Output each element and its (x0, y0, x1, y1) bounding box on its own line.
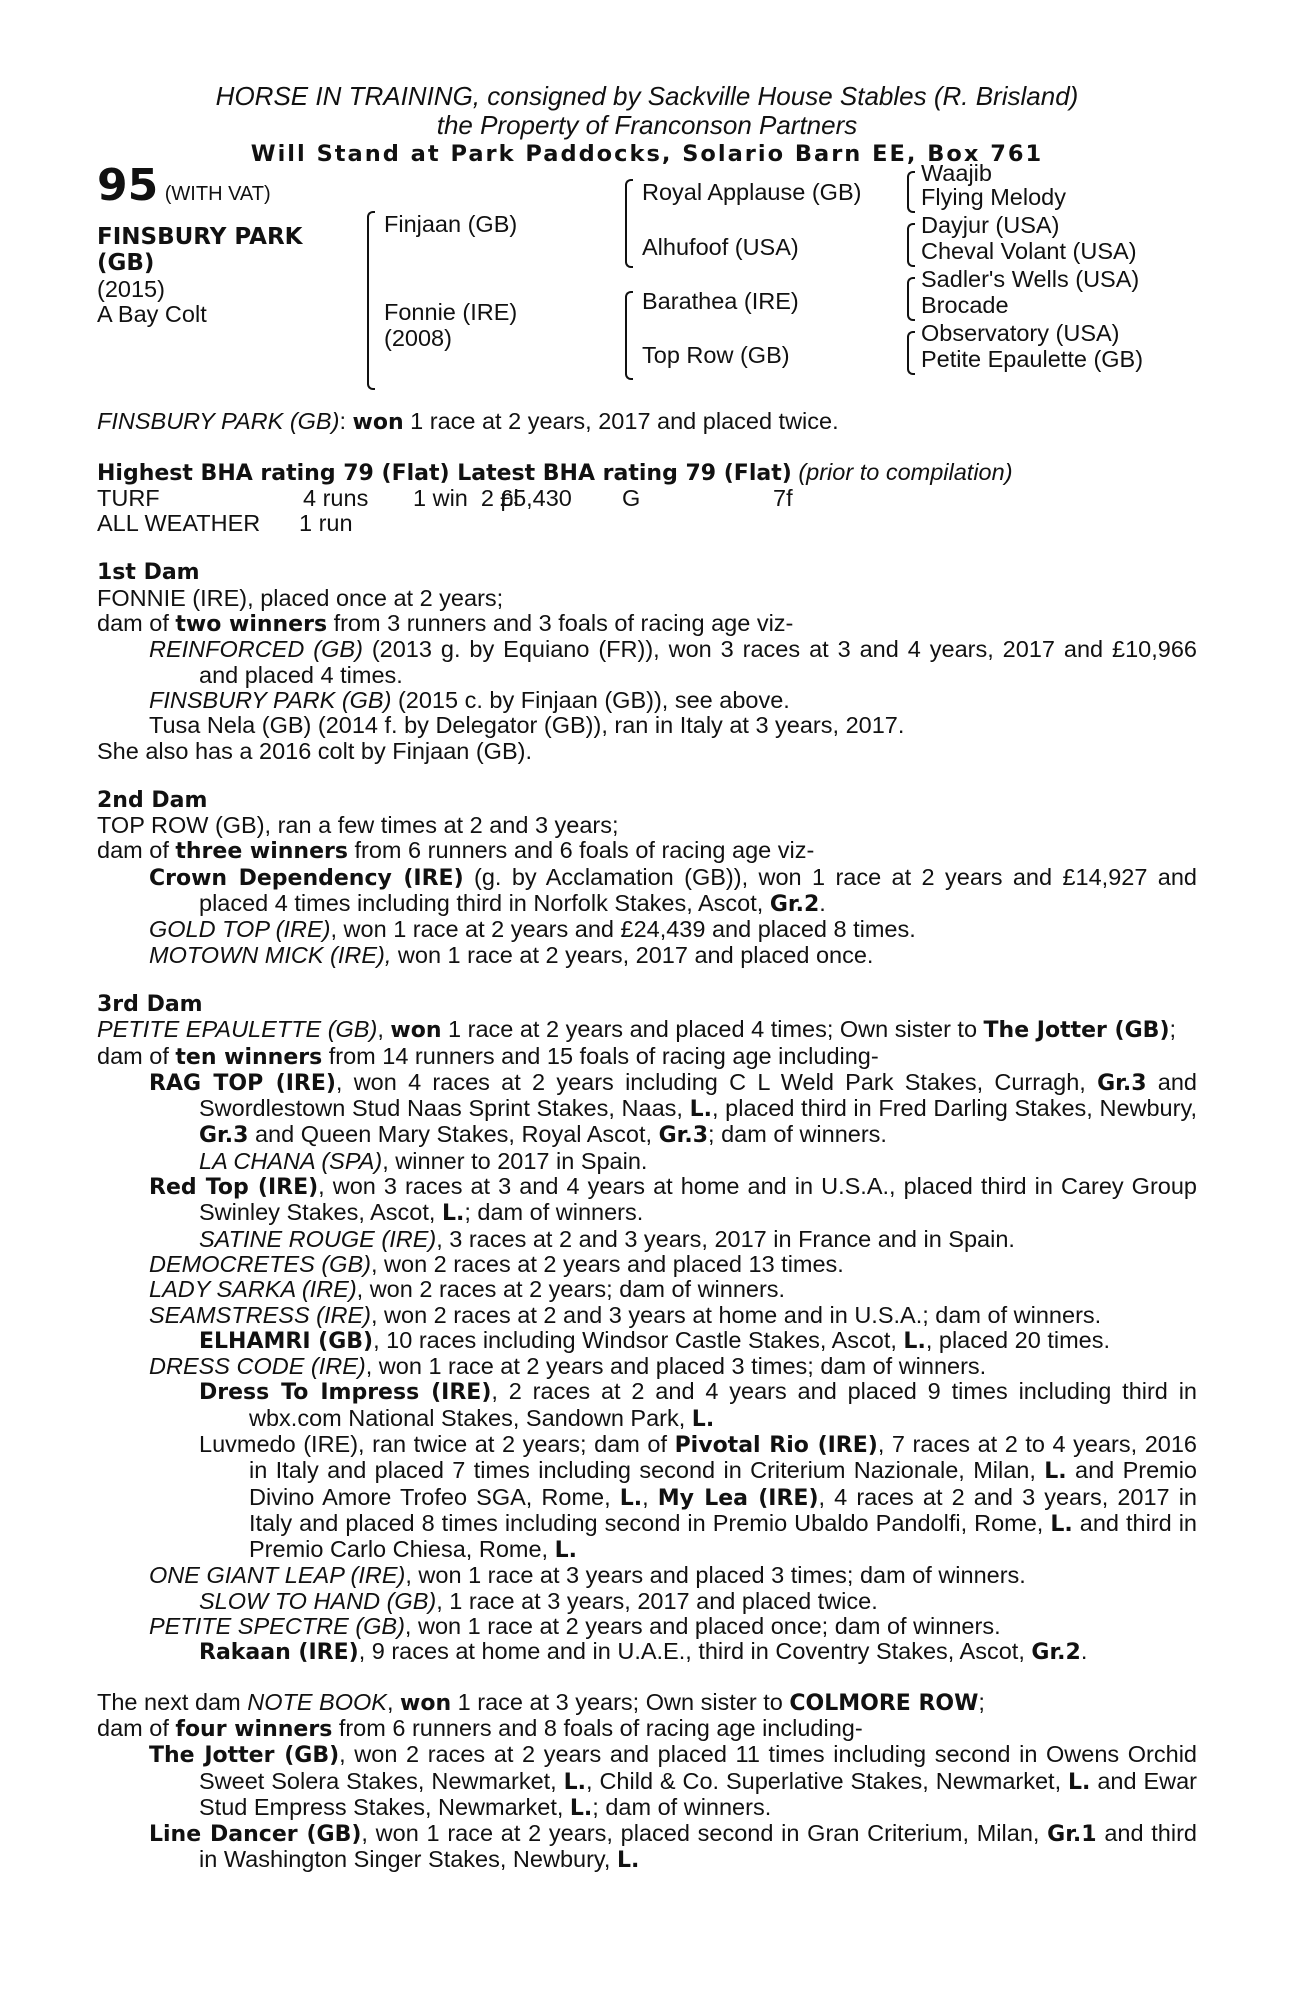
pedigree-block (97, 160, 1197, 401)
dam: Fonnie (IRE) (384, 299, 518, 326)
sire-parents-brace (625, 179, 633, 268)
produce-la-chana: LA CHANA (SPA), winner to 2017 in Spain. (199, 1147, 648, 1174)
horse-description: A Bay Colt (97, 301, 207, 328)
produce-lady-sarka: LADY SARKA (IRE), won 2 races at 2 years; dam of winners. (149, 1276, 786, 1303)
third-dam-section: 3rd Dam PETITE EPAULETTE (GB), won 1 race at 2 years and placed 4 times; Own sister to The Jotter (GB); dam of ten winners from 14 runners and 15 foals of racing age including- RAG TOP (IRE), won 4 races at 2 years including C L Weld Park Stakes, Curragh, Gr.3 and Swordlestown Stud Naas Sprint Stakes, Naas, L., placed third in Fred Darling Stakes, Newbury, Gr.3 and Queen Mary Stakes, Royal Ascot, Gr.3; dam of winners. LA CHANA (SPA), winner to 2017 in Spain. Red Top (IRE), won 3 races at 3 and 4 years at home and in U.S.A., placed third in Carey Group Swinley Stakes, Ascot, L.; dam of winners. SATINE ROUGE (IRE), 3 races at 2 and 3 years, 2017 in France and in Spain. DEMOCRETES (GB), won 2 races at 2 years and placed 13 times. LADY SARKA (IRE), won 2 races at 2 years; dam of winners. SEAMSTRESS (IRE), won 2 races at 2 and 3 years at home and in U.S.A.; dam of winners. ELHAMRI (GB), 10 races including Windsor Castle Stakes, Ascot, L., placed 20 times. DRESS CODE (IRE), won 1 race at 2 years and placed 3 times; dam of winners. Dress To Impress (IRE), 2 races at 2 and 4 years and placed 9 times including third in wbx.com National Stakes, Sandown Park, L. Luvmedo (IRE), ran twice at 2 years; dam of Pivotal Rio (IRE), 7 races at 2 to 4 years, 2016 in Italy and placed 7 times including second in Criterium Nazionale, Milan, L. and Premio Divino Amore Trofeo SGA, Rome, L., My Lea (IRE), 4 races at 2 and 3 years, 2017 in Italy and placed 8 times including second in Premio Ubaldo Pandolfi, Rome, L. and third in Premio Carlo Chiesa, Rome, L. ONE GIANT LEAP (IRE), won 1 race at 3 years and placed 3 times; dam of winners. SLOW TO HAND (GB), 1 race at 3 years, 2017 and placed twice. PETITE SPECTRE (GB), won 1 race at 2 years and placed once; dam of winners. Rakaan (IRE), 9 races at home and in U.A.E., third in Coventry Stakes, Ascot, Gr.2. (97, 991, 1198, 1666)
produce-gold-top: GOLD TOP (IRE), won 1 race at 2 years and £24,439 and placed 8 times. (149, 916, 916, 943)
produce-motown-mick: MOTOWN MICK (IRE), won 1 race at 2 years, 2017 and placed once. (149, 941, 874, 968)
rating-block (97, 460, 1197, 537)
ancestor-5: Sadler's Wells (USA) (921, 266, 1140, 293)
owner-line: the Property of Franconson Partners (436, 110, 858, 140)
sire-dam: Alhufoof (USA) (642, 234, 799, 261)
produce-dress-code: DRESS CODE (IRE), won 1 race at 2 years and placed 3 times; dam of winners. (149, 1353, 987, 1380)
produce-reinforced: REINFORCED (GB) (2013 g. by Equiano (FR)), won 3 races at 3 and 4 years, 2017 and £10,966 and placed 4 times. (149, 636, 1197, 688)
produce-crown-dependency: Crown Dependency (IRE) (g. by Acclamation (GB)), won 1 race at 2 years and £14,927 and placed 4 times including third in Norfolk Stakes, Ascot, Gr.2. (149, 863, 1198, 918)
foaling-year: (2015) (97, 276, 165, 303)
g-brace-3 (907, 277, 915, 321)
ancestor-4: Cheval Volant (USA) (921, 238, 1137, 265)
produce-elhamri: ELHAMRI (GB), 10 races including Windsor Castle Stakes, Ascot, L., placed 20 times. (199, 1326, 1110, 1354)
produce-luvmedo: Luvmedo (IRE), ran twice at 2 years; dam of Pivotal Rio (IRE), 7 races at 2 to 4 years, 2016 in Italy and placed 7 times including second in Criterium Nazionale, Milan, L. and Premio Divino Amore Trofeo SGA, Rome, L., My Lea (IRE), 4 races at 2 and 3 years, 2017 in Italy and placed 8 times including second in Premio Ubaldo Pandolfi, Rome, L. and third in Premio Carlo Chiesa, Rome, L. (199, 1430, 1198, 1564)
all-weather-stats-row: ALL WEATHER 1 run (97, 510, 353, 537)
catalogue-page (97, 82, 1197, 1874)
vat-note: (WITH VAT) (164, 183, 271, 206)
ancestor-3: Dayjur (USA) (921, 212, 1060, 239)
produce-tusa-nela: Tusa Nela (GB) (2014 f. by Delegator (GB)), ran in Italy at 3 years, 2017. (149, 712, 905, 739)
consignor-line: HORSE IN TRAINING, consigned by Sackville House Stables (R. Brisland) (215, 81, 1079, 111)
second-dam-heading: 2nd Dam (97, 787, 208, 813)
rating-line: Highest BHA rating 79 (Flat) Latest BHA rating 79 (Flat) (prior to compilation) (97, 458, 1013, 486)
turf-stats-row: TURF 4 runs 1 win 2 pl £5,430 G 7f (97, 484, 793, 511)
first-dam-section: 1st Dam FONNIE (IRE), placed once at 2 years; dam of two winners from 3 runners and 3 foals of racing age viz- REINFORCED (GB) (2013 g. by Equiano (FR)), won 3 races at 3 and 4 years, 2017 and £10,966 and placed 4 times. FINSBURY PARK (GB) (2015 c. by Finjaan (GB)), see above. Tusa Nela (GB) (2014 f. by Delegator (GB)), ran in Italy at 3 years, 2017. She also has a 2016 colt by Finjaan (GB). (97, 560, 1197, 764)
location-line: Will Stand at Park Paddocks, Solario Barn EE, Box 761 (250, 141, 1044, 167)
produce-democretes: DEMOCRETES (GB), won 2 races at 2 years and placed 13 times. (149, 1250, 844, 1277)
ancestor-6: Brocade (921, 292, 1009, 319)
lot-number-line (97, 160, 271, 212)
produce-slow-to-hand: SLOW TO HAND (GB), 1 race at 3 years, 2017 and placed twice. (199, 1587, 878, 1614)
produce-line-dancer: Line Dancer (GB), won 1 race at 2 years, placed second in Gran Criterium, Milan, Gr.1 and third in Washington Singer Stakes, Newbury, L. (149, 1820, 1197, 1874)
produce-rakaan: Rakaan (IRE), 9 races at home and in U.A.E., third in Coventry Stakes, Ascot, Gr.2. (199, 1638, 1088, 1666)
dam-parents-brace (625, 291, 633, 380)
produce-petite-spectre: PETITE SPECTRE (GB), won 1 race at 2 years and placed once; dam of winners. (149, 1613, 1001, 1640)
ancestor-1: Waajib (921, 160, 992, 187)
next-dam-section: The next dam NOTE BOOK, won 1 race at 3 years; Own sister to COLMORE ROW; dam of four winners from 6 runners and 8 foals of racing age including- The Jotter (GB), won 2 races at 2 years and placed 11 times including second in Owens Orchid Sweet Solera Stakes, Newmarket, L., Child & Co. Superlative Stakes, Newmarket, L. and Ewar Stud Empress Stakes, Newmarket, L.; dam of winners. Line Dancer (GB), won 1 race at 2 years, placed second in Gran Criterium, Milan, Gr.1 and third in Washington Singer Stakes, Newbury, L. (97, 1688, 1197, 1874)
g-brace-1 (907, 171, 915, 213)
produce-red-top: Red Top (IRE), won 3 races at 3 and 4 years at home and in U.S.A., placed third in Carey Group Swinley Stakes, Ascot, L.; dam of winners. (149, 1173, 1197, 1227)
horse-name-line1: FINSBURY PARK (97, 224, 303, 251)
ancestor-2: Flying Melody (921, 184, 1066, 211)
first-dam-heading: 1st Dam (97, 560, 200, 586)
produce-one-giant-leap: ONE GIANT LEAP (IRE), won 1 race at 3 years and placed 3 times; dam of winners. (149, 1562, 1026, 1589)
dam-year: (2008) (384, 325, 452, 352)
produce-seamstress: SEAMSTRESS (IRE), won 2 races at 2 and 3 years at home and in U.S.A.; dam of winners. (149, 1301, 1102, 1328)
produce-rag-top: RAG TOP (IRE), won 4 races at 2 years including C L Weld Park Stakes, Curragh, Gr.3 and Swordlestown Stud Naas Sprint Stakes, Naas, L., placed third in Fred Darling Stakes, Newbury, Gr.3 and Queen Mary Stakes, Royal Ascot, Gr.3; dam of winners. (149, 1068, 1197, 1149)
second-dam-section: 2nd Dam TOP ROW (GB), ran a few times at 2 and 3 years; dam of three winners from 6 runners and 6 foals of racing age viz- Crown Dependency (IRE) (g. by Acclamation (GB)), won 1 race at 2 years and £14,927 and placed 4 times including third in Norfolk Stakes, Ascot, Gr.2. GOLD TOP (IRE), won 1 race at 2 years and £24,439 and placed 8 times. MOTOWN MICK (IRE), won 1 race at 2 years, 2017 and placed once. (97, 787, 1198, 968)
horse-name-line2: (GB) (97, 250, 155, 277)
lot-number: 95 (97, 160, 159, 212)
g-brace-4 (907, 331, 915, 375)
sire-dam-brace (367, 211, 375, 390)
third-dam-heading: 3rd Dam (97, 991, 203, 1017)
sire-sire: Royal Applause (GB) (642, 179, 862, 206)
g-brace-2 (907, 223, 915, 267)
produce-satine-rouge: SATINE ROUGE (IRE), 3 races at 2 and 3 years, 2017 in France and in Spain. (199, 1225, 1015, 1252)
produce-finsbury-park: FINSBURY PARK (GB) (2015 c. by Finjaan (GB)), see above. (149, 686, 790, 713)
produce-dress-to-impress: Dress To Impress (IRE), 2 races at 2 and 4 years and placed 9 times including third in wbx.com National Stakes, Sandown Park, L. (199, 1378, 1197, 1432)
produce-the-jotter: The Jotter (GB), won 2 races at 2 years and placed 11 times including second in Owens Orchid Sweet Solera Stakes, Newmarket, L., Child & Co. Superlative Stakes, Newmarket, L. and Ewar Stud Empress Stakes, Newmarket, L.; dam of winners. (149, 1741, 1197, 1821)
ancestor-7: Observatory (USA) (921, 320, 1120, 347)
dam-dam: Top Row (GB) (642, 342, 790, 369)
ancestor-8: Petite Epaulette (GB) (921, 346, 1144, 373)
sire: Finjaan (GB) (384, 211, 518, 238)
dam-sire: Barathea (IRE) (642, 288, 799, 315)
race-summary: FINSBURY PARK (GB): won 1 race at 2 years, 2017 and placed twice. (97, 408, 839, 436)
